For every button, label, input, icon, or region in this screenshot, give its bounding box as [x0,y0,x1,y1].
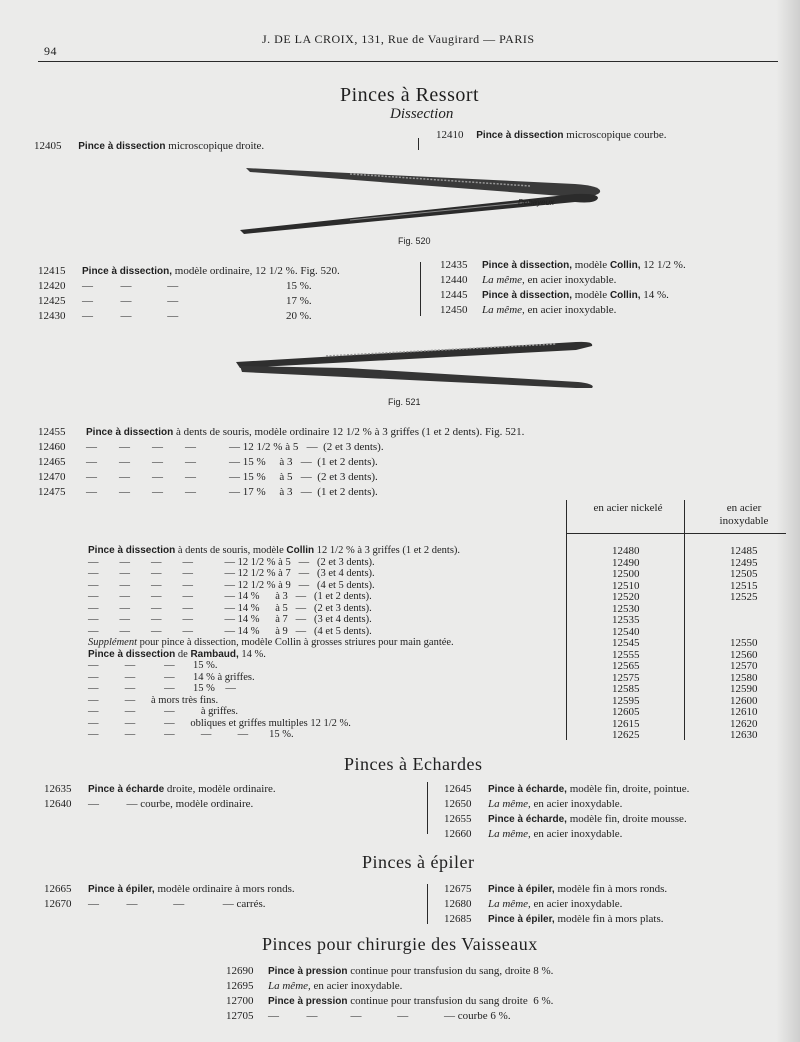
top-right-item [436,128,666,143]
item-size: 17 %. [286,295,312,307]
table-row [88,706,800,718]
list-item [38,485,378,499]
row-text: — — — — — [88,591,235,602]
item-number: 12665 [44,883,72,895]
table-row [88,729,800,741]
table-row [88,626,800,638]
list-item [440,303,616,317]
list-item [38,294,312,308]
item-text: en acier inoxydable. [533,898,623,910]
column-header-inox: en acier inoxydable [719,502,769,527]
item-number: 12445 [440,289,468,301]
table-row [88,649,800,661]
item-bold: Pince à écharde [88,784,165,795]
item-number: 12660 [444,828,472,840]
table-row [88,718,800,730]
section-title-epiler: Pinces à épiler [362,852,475,872]
price-ref-inox: 12485 [730,545,758,557]
ditto-marks: — — — — — [86,456,240,468]
item-italic: La même, [482,274,525,286]
table-row [88,683,800,695]
item-text: modèle fin, droite, pointue. [569,783,690,795]
table-row [88,568,800,580]
list-item [38,455,378,469]
price-ref-nickel: 12510 [612,579,640,592]
column-divider [418,138,419,150]
item-text: modèle fin, droite mousse. [569,813,687,825]
price-ref-nickel: 12555 [612,648,640,661]
list-item [38,425,524,440]
item-bold: Pince à épiler, [488,914,555,925]
forceps-illustration-fig521 [226,330,606,400]
item-size: 15 %. [286,280,312,292]
table-row [88,603,800,615]
publisher-header: J. DE LA CROIX, 131, Rue de Vaugirard — PARIS [262,32,535,46]
price-ref-inox: 12515 [730,579,758,592]
item-text: à dents de souris, modèle ordinaire 12 1/2 % à 3 griffes (1 et 2 dents). Fig. 521. [176,426,525,438]
list-item [226,994,553,1009]
row-text: à dents de souris, modèle [177,545,284,556]
item-text: en acier inoxydable. [533,798,623,810]
forceps-highlight [350,202,530,220]
table-row [88,545,800,557]
row-description [88,626,372,638]
row-description [88,695,221,707]
item-bold: Collin, [609,260,641,271]
page-number: 94 [44,44,57,58]
table-row [88,557,800,569]
table-row [88,695,800,707]
item-bold: Pince à dissection, [482,290,573,301]
row-description [88,672,257,684]
item-italic: La même, [268,980,311,992]
price-ref-inox: 12610 [730,706,758,718]
item-text: modèle ordinaire, 12 1/2 %. Fig. 520. [174,265,340,277]
item-number: 12425 [38,295,66,307]
forceps-upper-blade [236,342,592,368]
row-text: — — à mors très fins. [88,694,219,706]
item-text: courbe 6 %. [457,1010,511,1022]
list-item [444,782,689,797]
row-text: — — — — — [88,625,235,637]
item-text: 12 1/2 %. [643,259,686,271]
page-edge-shadow [776,0,800,1042]
list-item [38,279,312,293]
row-bold: Collin [286,545,315,556]
row-description [88,729,296,741]
list-item [226,1009,511,1023]
row-spec: 12 1/2 % à 3 griffes (1 et 2 dents). [316,545,461,556]
ditto-marks: — — — — — [268,1010,455,1022]
table-row [88,591,800,603]
row-spec: 12 1/2 % à 7 — (3 et 4 dents). [237,568,375,579]
price-ref-inox: 12570 [730,660,758,672]
row-spec: 12 1/2 % à 5 — (2 et 3 dents). [237,556,375,568]
list-item [44,897,266,911]
row-text: — — — 14 % à griffes. [88,671,255,683]
item-text: modèle [574,259,608,271]
price-ref-nickel: 12605 [612,706,640,718]
list-item [444,882,667,897]
item-number: 12690 [226,965,254,977]
item-text: continue pour transfusion du sang, droite 8 %. [350,965,554,977]
section-title-vaisseaux: Pinces pour chirurgie des Vaisseaux [262,934,538,954]
item-text: 14 %. [643,289,669,301]
row-description [88,683,239,695]
column-divider [427,782,428,834]
item-text: 15 % à 3 — (1 et 2 dents). [242,456,378,468]
ditto-marks: — — [88,798,138,810]
section-title-ressort: Pinces à Ressort [340,84,480,106]
item-number: 12675 [444,883,472,895]
item-size: 20 %. [286,310,312,322]
subsection-dissection: Dissection [390,106,454,122]
item-number: 12695 [226,980,254,992]
list-item [440,258,686,273]
row-description [88,557,375,569]
header-rule [38,61,778,62]
row-text: — — — 15 %. [88,660,218,671]
price-ref-nickel: 12575 [612,671,640,684]
price-ref-inox: 12600 [730,694,758,707]
item-bold: Pince à épiler, [488,884,555,895]
item-number: 12645 [444,783,472,795]
item-number: 12700 [226,995,254,1007]
item-number: 12650 [444,798,472,810]
item-number: 12460 [38,441,66,453]
price-ref-nickel: 12490 [612,556,640,569]
ditto-marks: — — — — — [86,441,240,453]
item-text: 12 1/2 % à 5 — (2 et 3 dents). [242,441,384,453]
row-text: — — — 15 % — [88,683,236,694]
price-ref-nickel: 12480 [612,545,640,557]
ditto-marks: — — — [82,310,179,322]
ditto-marks: — — — [82,280,179,292]
item-text: 17 % à 3 — (1 et 2 dents). [242,486,378,498]
figure-caption-521: Fig. 521 [388,397,421,407]
row-text: — — — — — 15 %. [88,729,294,740]
row-bold: Rambaud, [190,648,239,660]
item-bold: Pince à dissection [476,130,564,141]
table-header-rule [566,533,786,534]
list-item [38,264,340,279]
list-item [444,827,622,841]
item-text: courbe, modèle ordinaire. [140,798,254,810]
item-bold: Pince à pression [268,996,348,1007]
ditto-marks: — — — — — [86,471,240,483]
row-spec: 14 % à 7 — (3 et 4 dents). [237,614,372,625]
row-bold: Pince à dissection [88,648,176,660]
item-number: 12705 [226,1010,254,1022]
item-number: 12440 [440,274,468,286]
item-text: en acier inoxydable. [527,274,617,286]
price-ref-nickel: 12565 [612,660,640,672]
price-ref-inox: 12505 [730,568,758,580]
list-item [444,812,687,827]
price-ref-inox: 12590 [730,683,758,695]
item-text: modèle fin à mors plats. [557,913,664,925]
ditto-marks: — — — [82,295,179,307]
item-text: modèle [574,289,608,301]
row-description [88,637,456,649]
list-item [38,470,378,484]
figure-caption-520: Fig. 520 [398,236,431,246]
price-ref-nickel: 12585 [612,683,640,695]
item-number: 12410 [436,129,464,141]
item-number: 12415 [38,265,66,277]
price-ref-nickel: 12520 [612,591,640,603]
row-text: — — — — — [88,614,235,625]
price-ref-nickel: 12545 [612,637,640,649]
item-number: 12470 [38,471,66,483]
item-text: droite, modèle ordinaire. [166,783,276,795]
row-text: — — — — — [88,579,235,591]
item-number: 12680 [444,898,472,910]
row-description [88,614,372,626]
row-bold: Pince à dissection [88,545,176,556]
list-item [444,912,663,927]
item-italic: La même, [482,304,525,316]
price-ref-inox: 12560 [730,648,758,661]
item-number: 12430 [38,310,66,322]
item-text: continue pour transfusion du sang droite 6 %. [350,995,554,1007]
item-number: 12465 [38,456,66,468]
item-italic: La même, [488,798,531,810]
column-divider [420,262,421,316]
item-number: 12405 [34,140,62,152]
row-spec: 14 %. [241,648,266,660]
item-number: 12455 [38,426,66,438]
item-bold: Pince à dissection [78,141,166,152]
row-description [88,649,266,661]
item-number: 12475 [38,486,66,498]
price-ref-nickel: 12615 [612,717,640,730]
list-item [226,979,402,993]
list-item [38,440,384,454]
table-row [88,580,800,592]
item-number: 12685 [444,913,472,925]
forceps-lower-blade [240,366,593,388]
table-row [88,660,800,672]
list-item [444,797,622,811]
list-item [226,964,553,979]
item-italic: La même, [488,828,531,840]
item-text: microscopique droite. [168,140,265,152]
list-item [444,897,622,911]
price-ref-nickel: 12540 [612,625,640,638]
price-ref-inox: 12550 [730,637,758,649]
item-bold: Pince à dissection [86,427,174,438]
section-title-echardes: Pinces à Echardes [344,754,483,774]
price-ref-nickel: 12530 [612,602,640,615]
list-item [38,309,312,323]
engraver-signature: Debayeux [518,198,555,207]
item-text: en acier inoxydable. [527,304,617,316]
item-text: 15 % à 5 — (2 et 3 dents). [242,471,378,483]
row-text: — — — — — [88,602,235,614]
item-bold: Pince à épiler, [88,884,155,895]
item-number: 12435 [440,259,468,271]
row-text: de [177,648,188,660]
item-number: 12655 [444,813,472,825]
row-spec: 14 % à 3 — (1 et 2 dents). [237,591,372,602]
price-ref-inox: 12580 [730,671,758,684]
item-text: modèle fin à mors ronds. [557,883,668,895]
price-ref-inox: 12495 [730,556,758,569]
table-row [88,614,800,626]
item-bold: Pince à dissection, [82,266,173,277]
list-item [440,288,669,303]
row-text: — — — à griffes. [88,706,238,717]
column-header-nickel: en acier nickelé [593,502,663,514]
list-item [44,797,253,811]
item-bold: Pince à écharde, [488,814,567,825]
top-left-item [34,139,264,154]
price-ref-nickel: 12625 [612,729,640,741]
row-description [88,660,220,672]
item-number: 12420 [38,280,66,292]
list-item [44,882,295,897]
row-description [88,545,460,557]
row-description [88,591,372,603]
list-item [440,273,616,287]
item-text: en acier inoxydable. [533,828,623,840]
row-text: — — — — — [88,556,235,568]
row-spec: 14 % à 5 — (2 et 3 dents). [237,602,372,614]
price-ref-nickel: 12500 [612,568,640,580]
item-number: 12635 [44,783,72,795]
ditto-marks: — — — — [88,898,234,910]
item-bold: Pince à écharde, [488,784,567,795]
price-ref-inox: 12525 [730,591,758,603]
price-ref-inox: 12620 [730,717,758,730]
item-italic: La même, [488,898,531,910]
item-number: 12670 [44,898,72,910]
item-bold: Collin, [609,290,641,301]
item-text: microscopique courbe. [566,129,667,141]
price-ref-nickel: 12535 [612,614,640,626]
item-text: modèle ordinaire à mors ronds. [157,883,295,895]
row-spec: 12 1/2 % à 9 — (4 et 5 dents). [237,579,375,591]
table-row [88,637,800,649]
item-number: 12640 [44,798,72,810]
list-item [44,782,276,797]
row-text: — — — obliques et griffes multiples 12 1/2 %. [88,717,351,729]
item-bold: Pince à dissection, [482,260,573,271]
row-description [88,706,241,718]
row-description [88,718,354,730]
row-text: pour pince à dissection, modèle Collin à grosses striures pour main gantée. [139,637,454,648]
item-number: 12450 [440,304,468,316]
price-ref-inox: 12630 [730,729,758,741]
row-description [88,603,372,615]
row-spec: 14 % à 9 — (4 et 5 dents). [237,625,372,637]
table-row [88,672,800,684]
item-text: carrés. [236,898,266,910]
row-italic: Supplément [88,637,137,648]
item-text: en acier inoxydable. [313,980,403,992]
row-description [88,568,375,580]
row-description [88,580,375,592]
ditto-marks: — — — — — [86,486,240,498]
item-bold: Pince à pression [268,966,348,977]
column-divider [427,884,428,924]
price-ref-nickel: 12595 [612,694,640,707]
row-text: — — — — — [88,568,235,579]
forceps-upper-blade [246,168,600,197]
